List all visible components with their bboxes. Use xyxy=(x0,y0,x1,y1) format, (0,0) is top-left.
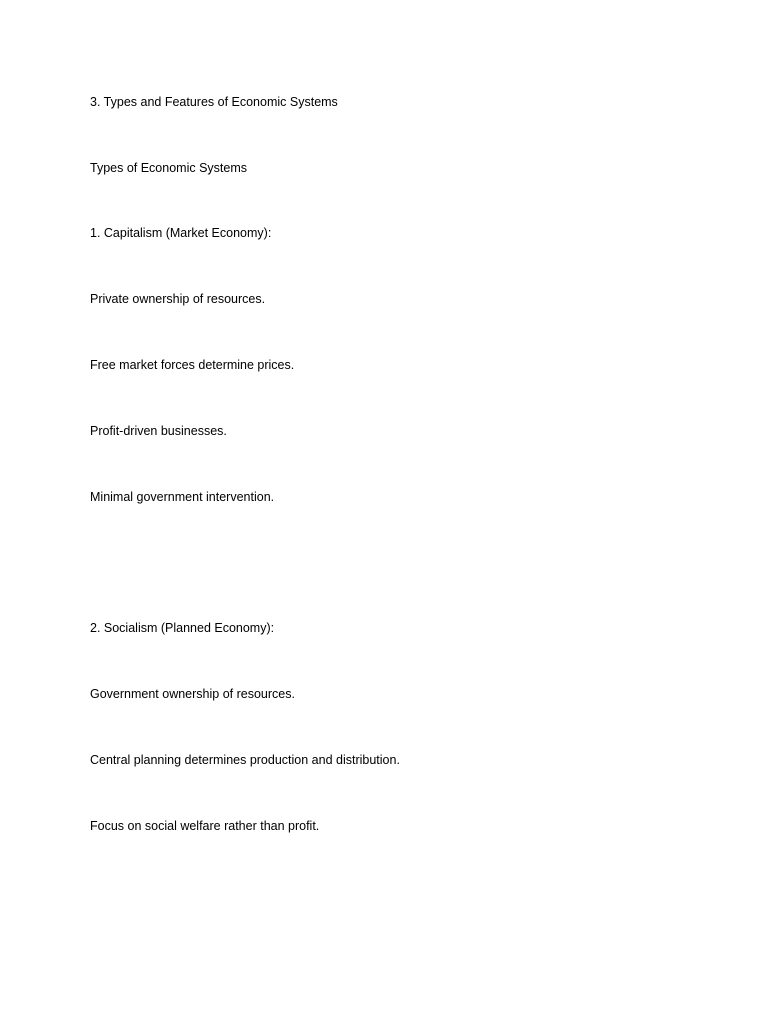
socialism-title: 2. Socialism (Planned Economy): xyxy=(90,621,275,635)
capitalism-point: Private ownership of resources. xyxy=(90,292,266,306)
socialism-point: Focus on social welfare rather than profit. xyxy=(90,819,320,833)
capitalism-point: Minimal government intervention. xyxy=(90,490,275,504)
socialism-point: Central planning determines production and distribution. xyxy=(90,753,400,767)
capitalism-title: 1. Capitalism (Market Economy): xyxy=(90,226,272,240)
capitalism-point: Free market forces determine prices. xyxy=(90,358,295,372)
section-heading: 3. Types and Features of Economic Systems xyxy=(90,95,338,109)
subheading: Types of Economic Systems xyxy=(90,161,248,175)
capitalism-point: Profit-driven businesses. xyxy=(90,424,227,438)
socialism-point: Government ownership of resources. xyxy=(90,687,295,701)
